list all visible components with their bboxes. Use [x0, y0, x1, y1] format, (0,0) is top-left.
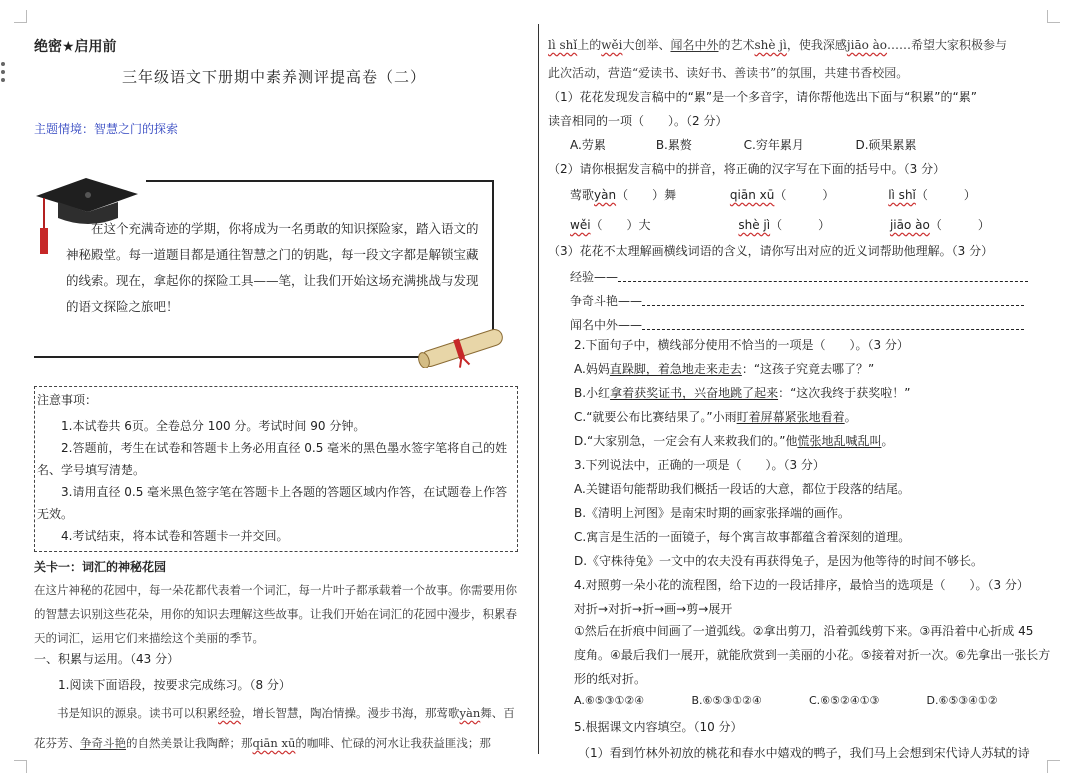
answer-blank[interactable]: （ ）舞	[616, 188, 677, 202]
answer-line[interactable]	[642, 321, 1024, 330]
option-text: D.“大家别急，一定会有人来救我们的。”他	[574, 434, 798, 448]
synonym-label: 争奇斗艳——	[570, 294, 643, 308]
notice-item: 4.考试结束，将本试卷和答题卡一并交回。	[61, 529, 289, 543]
passage-text: 的咖啡、忙碌的河水让我获益匪浅；那	[295, 736, 491, 750]
answer-blank[interactable]: （ ）	[915, 188, 976, 202]
intro-box	[34, 178, 504, 356]
passage-text: 书是知识的源泉。读书可以积累	[57, 706, 218, 720]
notice-list	[37, 415, 515, 547]
underlined-word: 经验	[218, 706, 241, 720]
passage-continued: 此次活动，营造“爱读书、读好书、善读书”的氛围，共建书香校园。	[548, 66, 909, 80]
pinyin: qiān xū	[252, 736, 296, 750]
option-text: 。	[844, 410, 857, 424]
notice-item: 1.本试卷共 6页。全卷总分 100 分。考试时间 90 分钟。	[61, 419, 366, 433]
page-title: 三年级语文下册期中素养测评提高卷（二）	[122, 68, 427, 86]
option-d[interactable]: D.硕果累累	[855, 138, 917, 152]
secret-label: 绝密★启用前	[34, 39, 117, 55]
level-heading: 关卡一：词汇的神秘花园	[34, 560, 167, 574]
pinyin: wěi	[570, 218, 591, 232]
options-1-1	[570, 136, 917, 153]
intro-border-top	[146, 180, 494, 182]
underlined-word: 闻名中外	[670, 38, 719, 52]
synonym-row	[570, 292, 1024, 309]
passage-text: 舞、百花芬芳、	[34, 706, 515, 750]
option-d[interactable]: D.《守株待兔》一文中的农夫没有再获得兔子，是因为他等待的时间不够长。	[574, 554, 984, 568]
question-2: 2.下面句子中，横线部分使用不恰当的一项是（ ）。（3 分）	[574, 338, 909, 352]
answer-blank[interactable]: （ ）	[770, 218, 831, 232]
pinyin: yàn	[594, 188, 617, 202]
synonym-label: 闻名中外——	[570, 318, 643, 332]
question-4-text: 形的纸对折。	[574, 672, 647, 686]
synonym-row	[570, 268, 1028, 285]
question-1-2: （2）请你根据发言稿中的拼音，将正确的汉字写在下面的括号中。（3 分）	[548, 162, 946, 176]
notice-item: 2.答题前，考生在试卷和答题卡上务必用直径 0.5 毫米的黑色墨水签字笔将自己的姓名、学号填写清楚。	[37, 441, 508, 477]
option-a[interactable]: A.劳累	[570, 138, 606, 152]
question-5: 5.根据课文内容填空。（10 分）	[574, 720, 743, 734]
option-a[interactable]: A.⑥⑤③①②④	[574, 694, 644, 707]
option-c[interactable]: C.⑥⑤②④①③	[809, 694, 880, 707]
answer-line[interactable]	[642, 297, 1024, 306]
question-4-text: 度角。④最后我们一展开，就能欣赏到一美丽的小花。⑤接着对折一次。⑥先拿出一张长方	[574, 648, 1051, 662]
word-prefix: 莺歌	[570, 188, 595, 202]
question-4-text: ①然后在折痕中间画了一道弧线。②拿出剪刀，沿着弧线剪下来。③再沿着中心折成 45	[574, 624, 1034, 638]
passage-text: ，增长智慧，陶冶情操。漫步书海，那莺歌	[241, 706, 460, 720]
reading-passage	[34, 698, 520, 758]
passage-text: ，使我深感	[786, 38, 847, 52]
pinyin: shè jì	[754, 38, 787, 52]
option-d[interactable]	[574, 432, 894, 449]
corner-mark-bottom-left	[14, 760, 27, 773]
underlined-phrase: 慌张地乱喊乱叫	[797, 434, 882, 448]
passage-text: 上的	[577, 38, 602, 52]
passage-text: 的自然美景让我陶醉；那	[126, 736, 253, 750]
pinyin: shè jì	[738, 218, 771, 232]
underlined-word: 争奇斗艳	[80, 736, 126, 750]
flow-chart-text: 对折→对折→折→画→剪→展开	[574, 602, 733, 616]
intro-text: 在这个充满奇迹的学期，你将成为一名勇敢的知识探险家，踏入语文的神秘殿堂。每一道题目都是通往智慧之门的钥匙，每一段文字都是解锁宝藏的线索。现在，拿起你的探险工具——笔，让我们开始这场充满挑战与发现的语文探险之旅吧！	[66, 221, 479, 314]
question-4: 4.对照剪一朵小花的流程图，给下边的一段话排序，最恰当的选项是（ ）。（3 分）	[574, 578, 1029, 592]
pinyin: jiāo ào	[846, 38, 888, 52]
answer-blank[interactable]: （ ）	[929, 218, 990, 232]
pinyin: jiāo ào	[889, 218, 930, 232]
answer-line[interactable]	[618, 273, 1028, 282]
pinyin: yàn	[459, 706, 481, 720]
question-1: 1.阅读下面语段，按要求完成练习。（8 分）	[58, 678, 291, 692]
passage-text: ……希望大家积极参与	[887, 38, 1008, 52]
options-4	[574, 694, 998, 707]
option-text: B.小红	[574, 386, 611, 400]
option-text: ：“这次我终于获奖啦！”	[778, 386, 911, 400]
underlined-phrase: 直跺脚，着急地走来走去	[609, 362, 742, 376]
option-b[interactable]	[574, 384, 911, 401]
answer-blank[interactable]: （ ）大	[590, 218, 651, 232]
option-a[interactable]	[574, 360, 874, 377]
notice-item: 3.请用直径 0.5 毫米黑色签字笔在答题卡上各题的答题区域内作答，在试题卷上作答无效。	[37, 485, 508, 521]
synonym-row	[570, 316, 1024, 333]
corner-mark-bottom-right	[1047, 760, 1060, 773]
option-b[interactable]: B.⑥⑤③①②④	[691, 694, 762, 707]
question-1-3: （3）花花不太理解画横线词语的含义，请你写出对应的近义词帮助他理解。（3 分）	[548, 244, 994, 258]
pinyin-row-2	[570, 216, 990, 233]
pinyin: lì shǐ	[548, 38, 578, 52]
intro-border-right	[492, 180, 494, 330]
passage-continued	[548, 36, 1007, 53]
question-1-1-cont: 读音相同的一项（ ）。（2 分）	[548, 114, 728, 128]
pinyin: lì shǐ	[888, 188, 916, 202]
option-c[interactable]	[574, 408, 857, 425]
option-b[interactable]: B.《清明上河图》是南宋时期的画家张择端的画作。	[574, 506, 851, 520]
question-5-1: （1）看到竹林外初放的桃花和春水中嬉戏的鸭子，我们马上会想到宋代诗人苏轼的诗	[578, 746, 1030, 760]
option-text: A.妈妈	[574, 362, 610, 376]
intro-border-bottom	[34, 356, 420, 358]
option-text: 。	[881, 434, 894, 448]
corner-mark-top-left	[14, 10, 27, 23]
column-divider	[538, 24, 539, 754]
passage-text: 的艺术	[718, 38, 755, 52]
option-text: C.“就要公布比赛结果了。”小雨	[574, 410, 737, 424]
theme-label: 主题情境：智慧之门的探索	[34, 122, 179, 136]
corner-mark-top-right	[1047, 10, 1060, 23]
more-options-icon[interactable]	[1, 62, 7, 86]
pinyin: qiān xū	[729, 188, 775, 202]
answer-blank[interactable]: （ ）	[774, 188, 835, 202]
passage-text: 大创举、	[622, 38, 671, 52]
level-intro: 在这片神秘的花园中，每一朵花都代表着一个词汇，每一片叶子都承载着一个故事。你需要用你的智慧去识别这些花朵，用你的知识去理解这些故事。让我们开始在词汇的花园中漫步，积累春天的词汇，运用它们来描绘这个美丽的季节。	[34, 583, 517, 645]
notice-box	[34, 386, 518, 552]
option-b[interactable]: B.累赘	[655, 138, 692, 152]
notice-heading: 注意事项：	[37, 393, 98, 407]
synonym-label: 经验——	[570, 270, 619, 284]
option-c[interactable]: C.穷年累月	[743, 138, 804, 152]
underlined-phrase: 盯着屏幕紧张地看着	[736, 410, 845, 424]
question-3: 3.下列说法中，正确的一项是（ ）。（3 分）	[574, 458, 825, 472]
option-a[interactable]: A.关键语句能帮助我们概括一段话的大意，都位于段落的结尾。	[574, 482, 910, 496]
section-heading: 一、积累与运用。（43 分）	[34, 652, 180, 666]
option-c[interactable]: C.寓言是生活的一面镜子，每个寓言故事都蕴含着深刻的道理。	[574, 530, 911, 544]
option-text: ：“这孩子究竟去哪了？”	[741, 362, 875, 376]
diploma-scroll-icon	[414, 328, 510, 368]
underlined-phrase: 拿着获奖证书，兴奋地跳了起来	[610, 386, 779, 400]
option-d[interactable]: D.⑥⑤③④①②	[926, 694, 998, 707]
pinyin: wěi	[601, 38, 623, 52]
question-1-1: （1）花花发现发言稿中的“累”是一个多音字，请你帮他选出下面与“积累”的“累”	[548, 90, 977, 104]
pinyin-row-1	[570, 186, 976, 203]
